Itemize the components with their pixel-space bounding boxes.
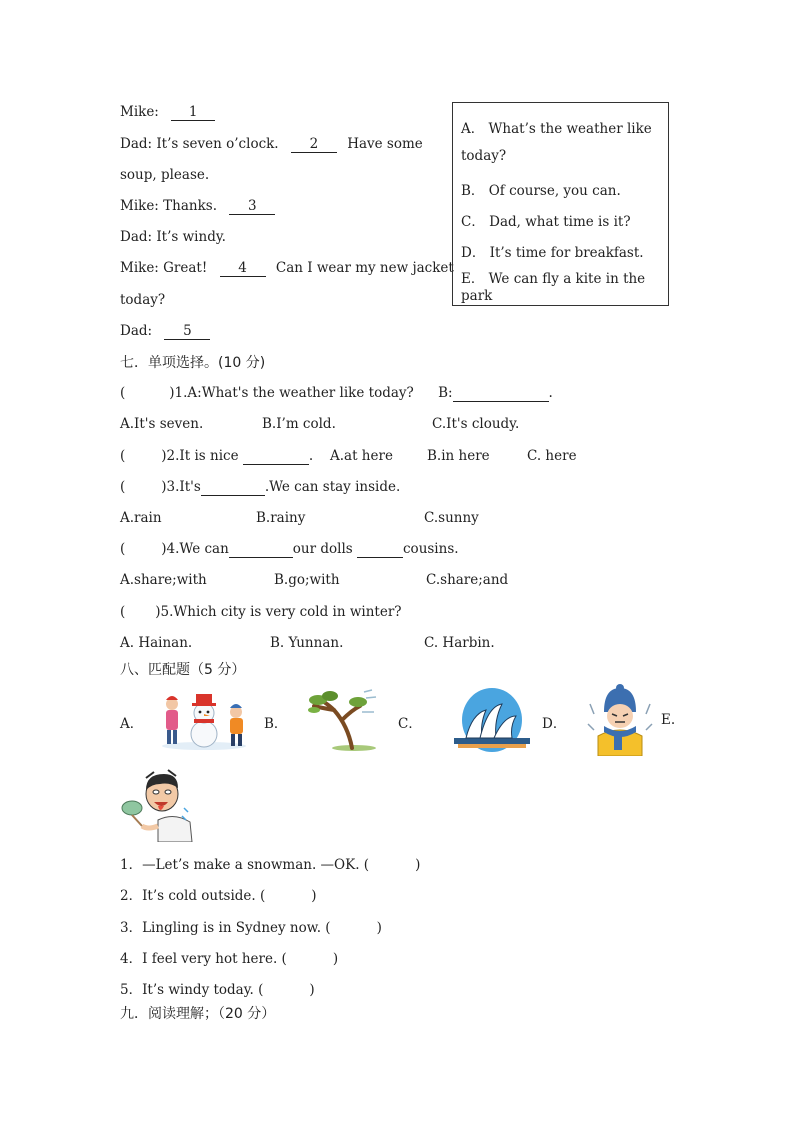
- question-text: )3.It's: [161, 479, 201, 495]
- dialogue-line-5-cont: today?: [120, 292, 166, 308]
- match-label-e: E.: [661, 712, 676, 728]
- q3-option-c: C.sunny: [424, 510, 479, 526]
- dialogue-line-2-cont: soup, please.: [120, 167, 210, 183]
- question-2: [120, 448, 313, 465]
- option-c: C． Dad, what time is it?: [461, 214, 631, 230]
- q1-option-b: B.I’m cold.: [262, 416, 336, 432]
- option-e-cont: park: [461, 288, 493, 304]
- hot-person-picture: [118, 768, 198, 842]
- option-d: D． It’s time for breakfast.: [461, 245, 644, 261]
- windy-tree-picture: [304, 686, 380, 752]
- paren-close: ): [332, 951, 339, 967]
- cold-person-picture: [584, 684, 656, 756]
- match-item-2: [120, 884, 317, 904]
- option-a-cont: today?: [461, 148, 507, 164]
- sydney-opera-house-icon: [452, 686, 532, 752]
- question-text: cousins.: [403, 541, 459, 557]
- windy-tree-icon: [304, 686, 380, 752]
- blank-number: 2: [309, 136, 319, 152]
- dialogue-line-4: Dad: It’s windy.: [120, 229, 226, 245]
- opera-house-picture: [452, 686, 532, 752]
- match-item-3: [120, 916, 382, 936]
- q2-option-c: C. here: [527, 448, 577, 464]
- q4-option-b: B.go;with: [274, 572, 340, 588]
- dialogue-line-1: [120, 104, 215, 121]
- blank-5[interactable]: [164, 324, 210, 340]
- answer-blank[interactable]: [453, 386, 549, 402]
- q2-option-b: B.in here: [427, 448, 490, 464]
- option-e: [461, 267, 661, 287]
- paren-close: ): [311, 888, 317, 904]
- answer-blank[interactable]: [357, 542, 403, 558]
- match-item-text: 5．It’s windy today. (: [120, 982, 264, 998]
- period: .: [308, 448, 314, 464]
- dialogue-line-2: [120, 136, 423, 153]
- question-text: our dolls: [292, 541, 353, 557]
- match-item-text: 1．—Let’s make a snowman. —OK. (: [120, 857, 370, 873]
- match-item-text: 2．It’s cold outside. (: [120, 888, 266, 904]
- dialogue-line-3: [120, 198, 275, 215]
- snowman-icon: [158, 686, 254, 750]
- paren-open: (: [120, 604, 126, 620]
- blank-4[interactable]: [220, 261, 266, 277]
- blank-number: 5: [183, 323, 192, 339]
- dialogue-line-5: [120, 260, 454, 277]
- match-label-d: D．: [542, 716, 567, 732]
- section9-title: 九．阅读理解；（20 分）: [120, 1006, 276, 1022]
- paren-close: ): [376, 920, 382, 936]
- blank-2[interactable]: [291, 137, 337, 153]
- q4-option-a: A.share;with: [120, 572, 207, 588]
- blank-number: 1: [188, 104, 198, 120]
- question-text: .We can stay inside.: [264, 479, 401, 495]
- answer-blank[interactable]: [243, 449, 309, 465]
- snowman-picture: [158, 686, 254, 750]
- dialogue-text: Mike: Great!: [120, 260, 208, 276]
- section8-title: 八、匹配题（5 分）: [120, 662, 246, 678]
- paren-open: (: [120, 448, 126, 464]
- q3-option-a: A.rain: [120, 510, 162, 526]
- match-item-4: [120, 947, 338, 967]
- q1-option-a: A.It's seven.: [120, 416, 204, 432]
- dialogue-text: Mike: Thanks.: [120, 198, 217, 214]
- match-item-text: 4．I feel very hot here. (: [120, 951, 287, 967]
- speaker-text: Mike:: [120, 104, 159, 120]
- option-a: A． What’s the weather like: [461, 121, 652, 137]
- paren-open: (: [120, 479, 126, 495]
- answer-blank[interactable]: [229, 542, 293, 558]
- blank-1[interactable]: [171, 105, 215, 121]
- question-5: [120, 604, 402, 620]
- match-label-c: C．: [398, 716, 422, 732]
- question-text: )1.A:What's the weather like today?: [169, 385, 414, 401]
- dialogue-text: Dad: It’s seven o’clock.: [120, 136, 279, 152]
- answer-blank[interactable]: [201, 480, 265, 496]
- q3-option-b: B.rainy: [256, 510, 306, 526]
- speaker-text: Dad:: [120, 323, 153, 339]
- q4-option-c: C.share;and: [426, 572, 509, 588]
- match-label-a: A．: [120, 716, 144, 732]
- paren-close: ): [309, 982, 315, 998]
- question-4: [120, 541, 459, 558]
- question-3: [120, 479, 400, 496]
- hot-person-icon: [118, 768, 198, 842]
- question-text: )2.It is nice: [161, 448, 239, 464]
- dialogue-text: Can I wear my new jacket: [275, 260, 454, 276]
- paren-close: ): [415, 857, 421, 873]
- options-box: [452, 102, 669, 306]
- blank-number: 4: [238, 260, 247, 276]
- q5-option-b: B. Yunnan.: [270, 635, 344, 651]
- question-text: )5.Which city is very cold in winter?: [155, 604, 402, 620]
- match-label-b: B．: [264, 716, 288, 732]
- q1-option-c: C.It's cloudy.: [432, 416, 520, 432]
- q2-option-a: A.at here: [330, 448, 393, 464]
- paren-open: (: [120, 385, 126, 401]
- blank-3[interactable]: [229, 199, 275, 215]
- dialogue-text: Have some: [347, 136, 423, 152]
- blank-number: 3: [248, 198, 257, 214]
- option-e-text: E． We can fly a kite in the: [461, 271, 646, 287]
- question-text: )4.We can: [161, 541, 229, 557]
- section7-title: 七．单项选择。(10 分): [120, 355, 266, 371]
- match-item-text: 3．Lingling is in Sydney now. (: [120, 920, 331, 936]
- match-item-1: [120, 853, 420, 873]
- cold-person-icon: [584, 684, 656, 756]
- option-b: B． Of course, you can.: [461, 183, 621, 199]
- period: .: [548, 385, 553, 401]
- dialogue-line-6: [120, 323, 210, 340]
- q5-option-a: A. Hainan.: [120, 635, 193, 651]
- question-text: B:: [438, 385, 453, 401]
- paren-open: (: [120, 541, 126, 557]
- match-item-5: [120, 978, 315, 998]
- q5-option-c: C. Harbin.: [424, 635, 495, 651]
- question-1: [120, 385, 553, 402]
